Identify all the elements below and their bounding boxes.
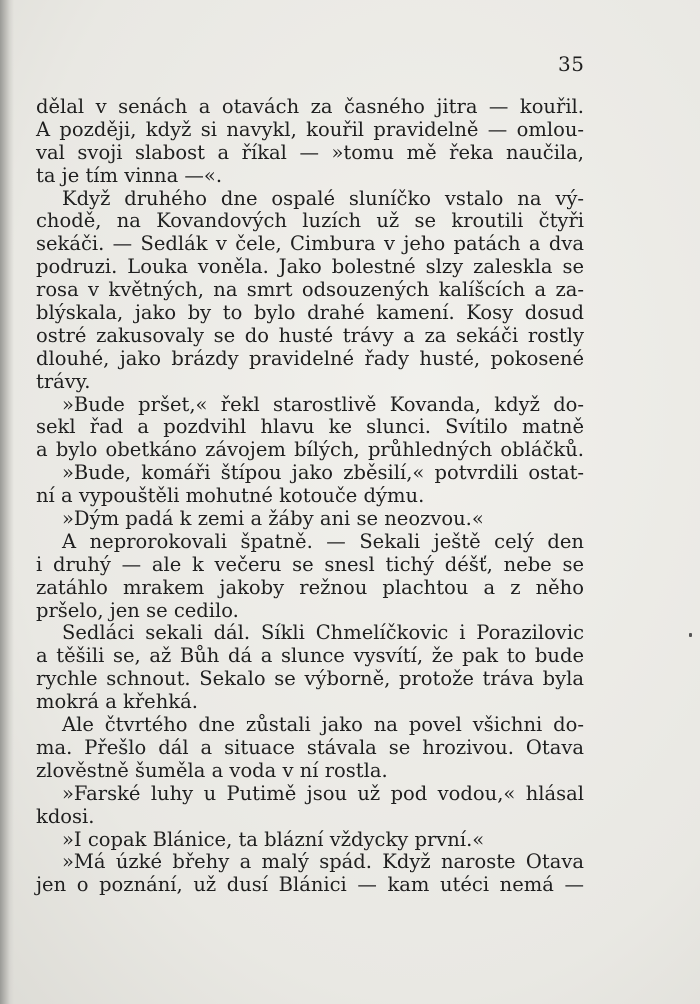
text-line: dlouhé, jako brázdy pravidelné řady husté, pokosené (36, 346, 584, 370)
text-line: ta je tím vinna —«. (36, 163, 223, 187)
text-line: podruzi. Louka voněla. Jako bolestné slzy zaleskla se (36, 255, 584, 279)
text-line: sekáči. — Sedlák v čele, Cimbura v jeho patách a dva (36, 232, 584, 256)
text-line: blýskala, jako by to bylo drahé kamení. Kosy dosud (36, 301, 584, 325)
binding-gutter-shadow (0, 0, 14, 1004)
text-line: ma. Přešlo dál a situace stávala se hrozivou. Otava (36, 735, 584, 759)
text-line: dělal v senách a otavách za časného jitra — kouřil. (36, 95, 584, 118)
text-line: »Bude, komáři štípou jako zběsilí,« potvrdili ostat- (62, 461, 584, 485)
text-line: rychle schnout. Sekalo se výborně, protože tráva byla (36, 667, 584, 691)
text-line: i druhý — ale k večeru se snesl tichý déšť, nebe se (36, 552, 584, 576)
text-line: »Farské luhy u Putimě jsou už pod vodou,« hlásal (62, 781, 584, 805)
text-line: mokrá a křehká. (36, 690, 198, 714)
text-line: Ale čtvrtého dne zůstali jako na povel všichni do- (62, 713, 584, 737)
text-line: a bylo obetkáno závojem bílých, průhledných obláčků. (36, 438, 584, 462)
page-number: 35 (558, 52, 585, 76)
text-line: A později, když si navykl, kouřil pravidelně — omlou- (36, 117, 584, 141)
text-line: Sedláci sekali dál. Síkli Chmelíčkovic i Porazilovic (62, 621, 584, 645)
text-line: Když druhého dne ospalé sluníčko vstalo na vý- (62, 186, 584, 210)
text-line: val svoji slabost a říkal — »tomu mě řeka naučila, (36, 140, 584, 164)
text-line: kdosi. (36, 804, 95, 828)
text-line: zatáhlo mrakem jakoby režnou plachtou a z něho (36, 575, 584, 599)
text-line: rosa v květných, na smrt odsouzených kalíšcích a za- (36, 278, 584, 302)
paper-speck (689, 633, 692, 637)
text-line: a těšili se, až Bůh dá a slunce vysvítí, že pak to bude (36, 644, 584, 668)
text-line: »Dým padá k zemi a žáby ani se neozvou.« (62, 507, 484, 531)
text-line: jen o poznání, už dusí Blánici — kam utéci nemá — (36, 873, 584, 897)
text-line: zlověstně šuměla a voda v ní rostla. (36, 758, 388, 782)
text-line: sekl řad a pozdvihl hlavu ke slunci. Svítilo matně (36, 415, 584, 439)
text-line: »Bude pršet,« řekl starostlivě Kovanda, když do- (62, 392, 584, 416)
text-line: ní a vypouštěli mohutné kotouče dýmu. (36, 484, 425, 508)
text-line: »Má úzké břehy a malý spád. Když naroste Otava (62, 850, 584, 874)
text-line: »I copak Blánice, ta blázní vždycky první.« (62, 827, 485, 851)
text-line: A neprorokovali špatně. — Sekali ještě celý den (62, 529, 584, 553)
text-line: trávy. (36, 369, 91, 393)
text-line: ostré zakusovaly se do husté trávy a za sekáči rostly (36, 323, 584, 347)
text-line: chodě, na Kovandových luzích už se kroutili čtyři (36, 209, 584, 233)
body-text (36, 96, 584, 897)
text-line: pršelo, jen se cedilo. (36, 598, 239, 622)
